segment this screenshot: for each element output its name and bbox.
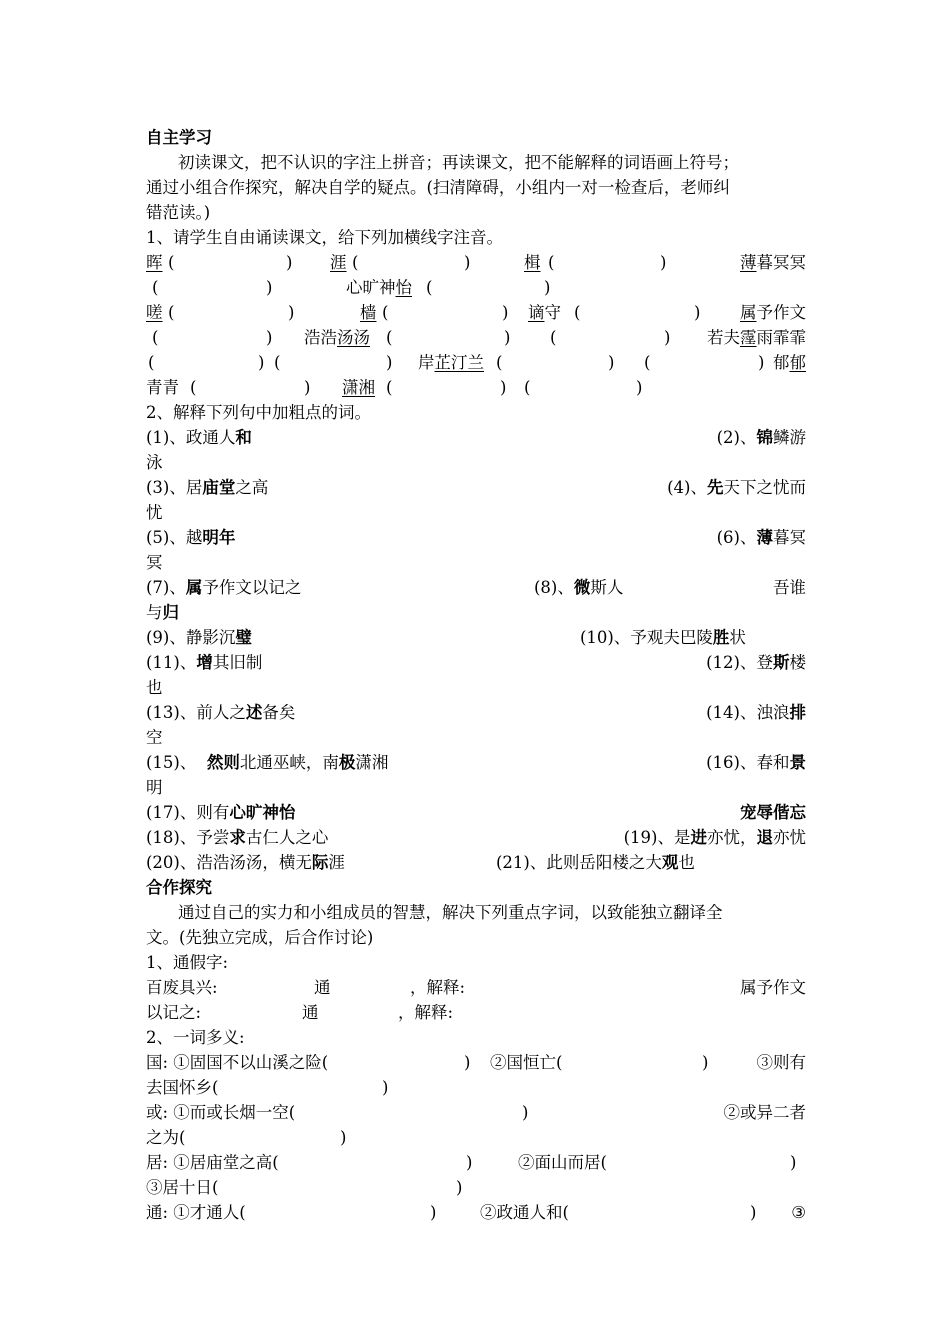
word-yuyu: 郁郁 xyxy=(773,353,806,372)
paren-open: ( xyxy=(382,303,389,322)
q2-row-4: (7)、属予作文以记之 (8)、微斯人 吾谁 xyxy=(146,578,806,597)
paren-close: ) xyxy=(694,303,701,322)
paren-close: ) xyxy=(664,328,671,347)
polysemy-tong: 通: ①才通人( ) ②政通人和( ) ③ xyxy=(146,1203,806,1222)
intro-line-3: 错范读。) xyxy=(146,203,211,222)
polysemy-huo-wrap: 之为( ) xyxy=(146,1128,347,1147)
char-hui: 晖 xyxy=(146,253,163,272)
pinyin-row-6 xyxy=(146,375,806,400)
paren-close: ) xyxy=(502,303,509,322)
section-title-self-study: 自主学习 xyxy=(146,128,212,147)
paren-close: ) xyxy=(386,353,393,372)
paren-open: ( xyxy=(386,328,393,347)
question-2-title: 2、解释下列句中加粗点的词。 xyxy=(146,403,371,422)
paren-close: ) xyxy=(266,278,273,297)
word-zheshou: 谪守 xyxy=(528,303,561,322)
paren-open: ( xyxy=(274,353,281,372)
paren-close: ) xyxy=(500,378,507,397)
paren-close: ) xyxy=(660,253,667,272)
word-yinyu: 若夫霪雨霏霏 xyxy=(707,328,806,347)
q2-row-7: (13)、前人之述备矣 (14)、浊浪排 xyxy=(146,703,806,722)
q2-row-6-wrap: 也 xyxy=(146,678,163,697)
paren-close: ) xyxy=(636,378,643,397)
word-xiaoxiang: 潇湘 xyxy=(342,378,375,397)
paren-open: ( xyxy=(548,253,555,272)
question-1-title: 1、请学生自由诵读课文，给下列加横线字注音。 xyxy=(146,228,503,247)
paren-open: ( xyxy=(168,253,175,272)
section-title-cooperative: 合作探究 xyxy=(146,878,212,897)
char-qiang: 樯 xyxy=(360,303,377,322)
q2-row-9: (17)、则有心旷神怡 宠辱偕忘 xyxy=(146,803,806,822)
paren-open: ( xyxy=(386,378,393,397)
pinyin-row-3 xyxy=(146,300,806,325)
polysemy-huo: 或: ①而或长烟一空( ) ②或异二者 xyxy=(146,1103,806,1122)
tongjia-row-1: 百废具兴: 通 ，解释: 属予作文 xyxy=(146,978,806,997)
paren-close: ) xyxy=(266,328,273,347)
paren-close: ) xyxy=(504,328,511,347)
paren-open: ( xyxy=(352,253,359,272)
char-jie: 嗟 xyxy=(146,303,163,322)
word-bomu: 薄暮冥冥 xyxy=(740,253,806,272)
intro-line-1: 初读课文，把不认识的字注上拼音；再读课文，把不能解释的词语画上符号； xyxy=(178,153,739,172)
q2-row-8: (15)、 然则北通巫峡，南极潇湘 (16)、春和景 xyxy=(146,753,806,772)
paren-close: ) xyxy=(304,378,311,397)
paren-open: ( xyxy=(524,378,531,397)
q2-row-5: (9)、静影沉璧 (10)、予观夫巴陵胜状 xyxy=(146,628,746,647)
paren-open: ( xyxy=(644,353,651,372)
paren-open: ( xyxy=(496,353,503,372)
word-shangshang: 浩浩汤汤 xyxy=(304,328,370,347)
tongjia-title: 1、通假字: xyxy=(146,953,229,972)
q2-row-11: (20)、浩浩汤汤，横无际涯 (21)、此则岳阳楼之大观也 xyxy=(146,853,695,872)
q2-row-10: (18)、予尝求古仁人之心 (19)、是进亦忧，退亦忧 xyxy=(146,828,806,847)
paren-open: ( xyxy=(426,278,433,297)
polysemy-ju: 居: ①居庙堂之高( ) ②面山而居( ) xyxy=(146,1153,797,1172)
tongjia-row-2: 以记之: 通 ，解释: xyxy=(146,1003,454,1022)
pinyin-row-2 xyxy=(146,275,806,300)
q2-row-3: (5)、越明年 (6)、薄暮冥 xyxy=(146,528,806,547)
q2-row-2-wrap: 忧 xyxy=(146,503,163,522)
paren-close: ) xyxy=(288,303,295,322)
q2-row-8-wrap: 明 xyxy=(146,778,163,797)
q2-row-3-wrap: 冥 xyxy=(146,553,163,572)
paren-open: ( xyxy=(550,328,557,347)
polysemy-guo-wrap: 去国怀乡( ) xyxy=(146,1078,389,1097)
pinyin-row-1 xyxy=(146,250,806,275)
pinyin-row-5 xyxy=(146,350,806,375)
q2-row-1: (1)、政通人和 (2)、锦鳞游 xyxy=(146,428,806,447)
q2-row-6: (11)、增其旧制 (12)、登斯楼 xyxy=(146,653,806,672)
paren-close: ) xyxy=(608,353,615,372)
word-xinkuang: 心旷神怡 xyxy=(346,278,412,297)
q2-row-4-wrap: 与归 xyxy=(146,603,179,622)
paren-close: ) xyxy=(464,253,471,272)
paren-close: ) xyxy=(544,278,551,297)
pinyin-row-4 xyxy=(146,325,806,350)
paren-close: ) xyxy=(286,253,293,272)
word-zhuyu: 属予作文 xyxy=(740,303,806,322)
q2-row-7-wrap: 空 xyxy=(146,728,163,747)
polysemy-guo: 国: ①固国不以山溪之险( ) ②国恒亡( ) ③则有 xyxy=(146,1053,806,1072)
paren-open: ( xyxy=(574,303,581,322)
polysemy-title: 2、一词多义: xyxy=(146,1028,245,1047)
q2-row-2: (3)、居庙堂之高 (4)、先天下之忧而 xyxy=(146,478,806,497)
word-qingqing: 青青 xyxy=(146,378,179,397)
word-zhiting: 岸芷汀兰 xyxy=(418,353,484,372)
char-ya: 涯 xyxy=(330,253,347,272)
paren-open: ( xyxy=(168,303,175,322)
intro-line-2: 通过小组合作探究，解决自学的疑点。(扫清障碍，小组内一对一检查后，老师纠 xyxy=(146,178,730,197)
q2-row-1-wrap: 泳 xyxy=(146,453,163,472)
polysemy-ju-wrap: ③居十日( ) xyxy=(146,1178,463,1197)
paren-open: ( xyxy=(152,278,159,297)
paren-close: ) xyxy=(258,353,265,372)
paren-open: ( xyxy=(152,328,159,347)
coop-intro-1: 通过自己的实力和小组成员的智慧，解决下列重点字词，以致能独立翻译全 xyxy=(178,903,723,922)
paren-open: ( xyxy=(190,378,197,397)
coop-intro-2: 文。(先独立完成，后合作讨论) xyxy=(146,928,374,947)
paren-close: ) xyxy=(758,353,765,372)
char-ji: 楫 xyxy=(524,253,541,272)
paren-open: ( xyxy=(148,353,155,372)
